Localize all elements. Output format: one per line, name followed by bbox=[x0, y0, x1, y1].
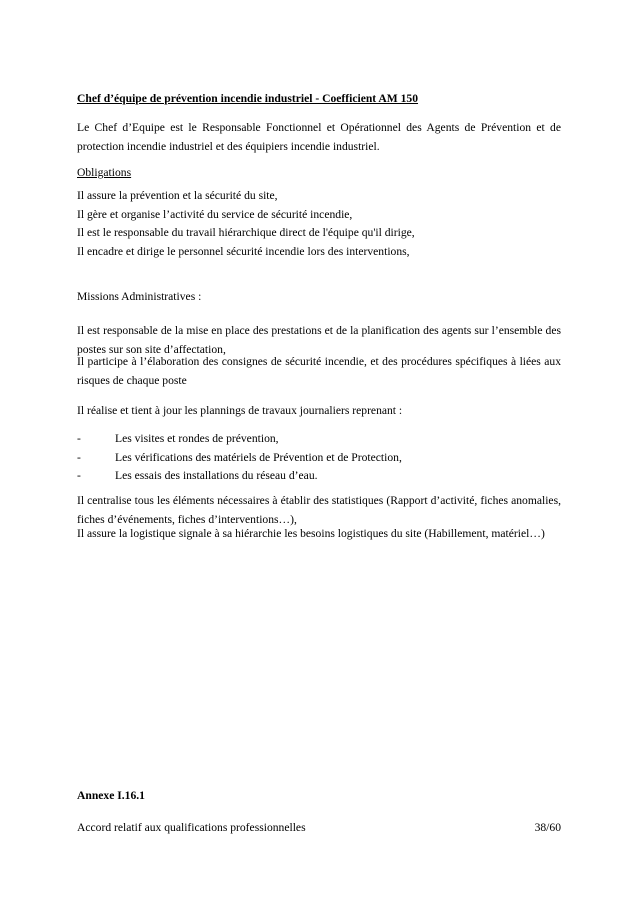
page-number: 38/60 bbox=[534, 821, 561, 834]
obligation-item: Il est le responsable du travail hiérarchique direct de l'équipe qu'il dirige, bbox=[77, 226, 415, 239]
obligations-heading: Obligations bbox=[77, 166, 132, 179]
task-dash: - bbox=[77, 469, 81, 482]
task-item bbox=[77, 449, 561, 468]
centralise-paragraph: Il centralise tous les éléments nécessaires à établir des statistiques (Rapport d’activité, fiches anomalies, fiches d’événements, fiches d’interventions…), bbox=[77, 494, 561, 526]
obligation-item: Il gère et organise l’activité du service de sécurité incendie, bbox=[77, 207, 353, 221]
task-text: Les essais des installations du réseau d’eau. bbox=[115, 469, 318, 482]
footer-document-title: Accord relatif aux qualifications professionnelles bbox=[77, 821, 306, 834]
intro-paragraph: Le Chef d’Equipe est le Responsable Fonctionnel et Opérationnel des Agents de Prévention et de protection incendie industriel et des équipiers incendie industriel. bbox=[77, 121, 561, 153]
obligations-list bbox=[77, 187, 561, 261]
page-footer bbox=[77, 819, 561, 838]
task-text: Les vérifications des matériels de Prévention et de Protection, bbox=[115, 450, 402, 464]
missions-paragraph-consignes: Il participe à l’élaboration des consignes de sécurité incendie, et des procédures spécifiques à liées aux risques de chaque poste bbox=[77, 355, 561, 387]
task-dash: - bbox=[77, 432, 81, 445]
obligation-item: Il assure la prévention et la sécurité du site, bbox=[77, 189, 278, 202]
task-item bbox=[77, 467, 561, 486]
obligation-item: Il encadre et dirige le personnel sécurité incendie lors des interventions, bbox=[77, 244, 410, 258]
missions-heading: Missions Administratives : bbox=[77, 290, 202, 303]
task-item bbox=[77, 430, 561, 449]
annex-label: Annexe I.16.1 bbox=[77, 789, 145, 802]
page-title: Chef d’équipe de prévention incendie industriel - Coefficient AM 150 bbox=[77, 92, 419, 105]
missions-paragraph-responsable: Il est responsable de la mise en place des prestations et de la planification des agents sur l’ensemble des postes sur son site d’affectation, bbox=[77, 324, 561, 356]
plannings-intro: Il réalise et tient à jour les plannings de travaux journaliers reprenant : bbox=[77, 404, 403, 417]
tasks-list bbox=[77, 430, 561, 486]
logistique-paragraph: Il assure la logistique signale à sa hiérarchie les besoins logistiques du site (Habillement, matériel…) bbox=[77, 527, 545, 540]
task-dash: - bbox=[77, 450, 81, 464]
task-text: Les visites et rondes de prévention, bbox=[115, 432, 279, 445]
